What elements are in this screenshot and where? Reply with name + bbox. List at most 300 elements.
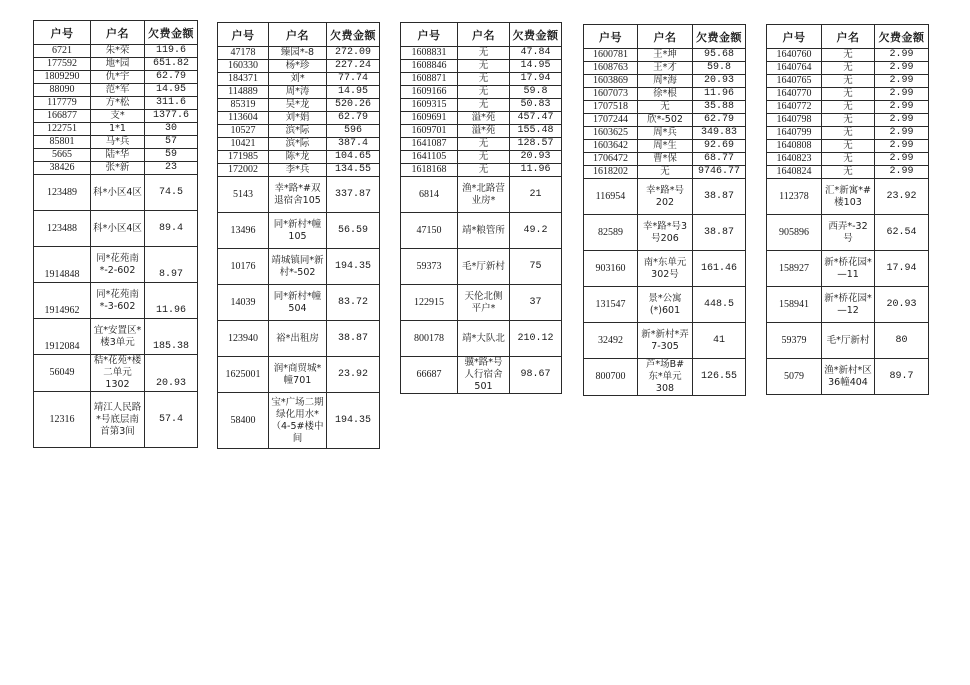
table-row (584, 140, 746, 153)
amount-due-cell: 119.6 (145, 45, 198, 58)
table-row (767, 140, 929, 153)
table-row (401, 151, 562, 164)
table-row (401, 321, 562, 357)
account-number-cell: 1707518 (584, 101, 638, 114)
table-row (34, 355, 198, 392)
header-account-name: 户名 (638, 25, 693, 49)
account-number-cell: 1912084 (34, 319, 91, 355)
table-row (767, 287, 929, 323)
amount-due-cell: 337.87 (327, 177, 380, 213)
amount-due-cell: 448.5 (693, 287, 746, 323)
account-name-cell: 新*新村*弄7-305 (638, 323, 693, 359)
account-name-cell: 溢*苑 (458, 125, 510, 138)
table-row (584, 323, 746, 359)
account-number-cell: 32492 (584, 323, 638, 359)
amount-due-cell: 2.99 (875, 114, 929, 127)
account-name-cell: 汇*新寓*#楼103 (822, 179, 875, 215)
table-row (767, 75, 929, 88)
amount-due-cell: 2.99 (875, 101, 929, 114)
account-number-cell: 160330 (218, 60, 269, 73)
account-name-cell: 无 (822, 88, 875, 101)
account-number-cell: 158941 (767, 287, 822, 323)
account-number-cell: 113604 (218, 112, 269, 125)
account-number-cell: 5079 (767, 359, 822, 395)
account-number-cell: 1641105 (401, 151, 458, 164)
account-number-cell: 1618168 (401, 164, 458, 177)
account-number-cell: 1608763 (584, 62, 638, 75)
account-name-cell: 同*花苑南*-3-602 (91, 283, 145, 319)
account-number-cell: 166877 (34, 110, 91, 123)
table-row (34, 162, 198, 175)
amount-due-cell: 92.69 (693, 140, 746, 153)
account-number-cell: 1609315 (401, 99, 458, 112)
amount-due-cell: 8.97 (145, 247, 198, 283)
account-name-cell: 周*涛 (269, 86, 327, 99)
table-row (218, 285, 380, 321)
account-name-cell: 秸*花苑*楼二单元1302 (91, 355, 145, 392)
account-name-cell: 杨*珍 (269, 60, 327, 73)
account-number-cell: 1914962 (34, 283, 91, 319)
amount-due-cell: 14.95 (510, 60, 562, 73)
account-number-cell: 1609691 (401, 112, 458, 125)
table-row (767, 49, 929, 62)
table-row (584, 166, 746, 179)
account-number-cell: 1640772 (767, 101, 822, 114)
header-row (401, 23, 562, 47)
amount-due-cell: 20.93 (693, 75, 746, 88)
account-number-cell: 10176 (218, 249, 269, 285)
header-account-number: 户号 (218, 23, 269, 47)
account-number-cell: 123940 (218, 321, 269, 357)
account-number-cell: 47150 (401, 213, 458, 249)
header-account-name: 户名 (458, 23, 510, 47)
table-row (218, 86, 380, 99)
account-name-cell: 周*海 (638, 75, 693, 88)
table-row (767, 114, 929, 127)
account-number-cell: 905896 (767, 215, 822, 251)
account-name-cell: 无 (822, 153, 875, 166)
header-amount-due: 欠费金额 (145, 21, 198, 45)
amount-due-cell: 49.2 (510, 213, 562, 249)
header-account-name: 户名 (269, 23, 327, 47)
amount-due-cell: 14.95 (327, 86, 380, 99)
header-row (767, 25, 929, 49)
account-number-cell: 1608846 (401, 60, 458, 73)
account-name-cell: 新*桥花园*—11 (822, 251, 875, 287)
amount-due-cell: 62.79 (327, 112, 380, 125)
account-number-cell: 82589 (584, 215, 638, 251)
account-number-cell: 1809290 (34, 71, 91, 84)
account-name-cell: 曹*保 (638, 153, 693, 166)
amount-due-cell: 57 (145, 136, 198, 149)
account-name-cell: 陈*龙 (269, 151, 327, 164)
account-name-cell: 芦*场B# 东*单元308 (638, 359, 693, 396)
table-row (34, 97, 198, 110)
account-name-cell: 无 (458, 164, 510, 177)
account-name-cell: 宜*安置区*楼3单元 (91, 319, 145, 355)
amount-due-cell: 62.79 (145, 71, 198, 84)
header-row (218, 23, 380, 47)
table-row (401, 357, 562, 394)
account-name-cell: 刘* (269, 73, 327, 86)
table-row (218, 357, 380, 393)
table-row (584, 215, 746, 251)
account-number-cell: 158927 (767, 251, 822, 287)
amount-due-cell: 59 (145, 149, 198, 162)
account-name-cell: 臻园*-8 (269, 47, 327, 60)
table-row (584, 101, 746, 114)
account-number-cell: 1600781 (584, 49, 638, 62)
header-account-number: 户号 (584, 25, 638, 49)
amount-due-cell: 14.95 (145, 84, 198, 97)
table-row (584, 127, 746, 140)
amount-due-cell: 155.48 (510, 125, 562, 138)
amount-due-cell: 387.4 (327, 138, 380, 151)
account-number-cell: 5665 (34, 149, 91, 162)
account-name-cell: 靖城镇同*新村*-502 (269, 249, 327, 285)
header-amount-due: 欠费金额 (327, 23, 380, 47)
account-number-cell: 1640824 (767, 166, 822, 179)
amount-due-cell: 35.88 (693, 101, 746, 114)
table-row (34, 319, 198, 355)
table-row (401, 99, 562, 112)
amount-due-cell: 457.47 (510, 112, 562, 125)
account-number-cell: 1640798 (767, 114, 822, 127)
header-account-number: 户号 (401, 23, 458, 47)
account-number-cell: 12316 (34, 392, 91, 448)
account-name-cell: 同*花苑南*-2-602 (91, 247, 145, 283)
table-row (767, 359, 929, 395)
account-name-cell: 幸*路*号202 (638, 179, 693, 215)
header-amount-due: 欠费金额 (510, 23, 562, 47)
account-name-cell: 王*坤 (638, 49, 693, 62)
amount-due-cell: 227.24 (327, 60, 380, 73)
amount-due-cell: 30 (145, 123, 198, 136)
amount-due-cell: 17.94 (875, 251, 929, 287)
account-name-cell: 无 (822, 166, 875, 179)
account-name-cell: 无 (822, 140, 875, 153)
table-body (401, 47, 562, 394)
amount-due-cell: 80 (875, 323, 929, 359)
account-name-cell: 陆*华 (91, 149, 145, 162)
amount-due-cell: 272.09 (327, 47, 380, 60)
account-name-cell: 科*小区4区 (91, 211, 145, 247)
account-number-cell: 800178 (401, 321, 458, 357)
account-number-cell: 1603625 (584, 127, 638, 140)
account-name-cell: 溢*苑 (458, 112, 510, 125)
account-name-cell: 毛*厅新村 (822, 323, 875, 359)
account-number-cell: 800700 (584, 359, 638, 396)
table-row (401, 285, 562, 321)
table-row (767, 88, 929, 101)
amount-due-cell: 1377.6 (145, 110, 198, 123)
amount-due-cell: 9746.77 (693, 166, 746, 179)
amount-due-cell: 37 (510, 285, 562, 321)
account-name-cell: 无 (458, 47, 510, 60)
amount-due-cell: 2.99 (875, 153, 929, 166)
account-name-cell: 无 (458, 138, 510, 151)
table-row (401, 47, 562, 60)
table-body (218, 47, 380, 449)
amount-due-cell: 17.94 (510, 73, 562, 86)
amount-due-cell: 89.7 (875, 359, 929, 395)
account-name-cell: 无 (822, 62, 875, 75)
account-number-cell: 112378 (767, 179, 822, 215)
table-row (218, 321, 380, 357)
account-number-cell: 1640765 (767, 75, 822, 88)
amount-due-cell: 20.93 (875, 287, 929, 323)
table-row (218, 47, 380, 60)
amount-due-cell: 11.96 (145, 283, 198, 319)
amount-due-cell: 2.99 (875, 88, 929, 101)
amount-due-cell: 194.35 (327, 249, 380, 285)
account-number-cell: 116954 (584, 179, 638, 215)
account-name-cell: 景*公寓(*)601 (638, 287, 693, 323)
table-row (218, 393, 380, 449)
account-number-cell: 1640799 (767, 127, 822, 140)
amount-due-cell: 23 (145, 162, 198, 175)
account-number-cell: 1618202 (584, 166, 638, 179)
amount-due-cell: 349.83 (693, 127, 746, 140)
table-row (34, 123, 198, 136)
account-number-cell: 6721 (34, 45, 91, 58)
account-number-cell: 1640808 (767, 140, 822, 153)
header-row (584, 25, 746, 49)
table-row (218, 151, 380, 164)
account-name-cell: 滨*际 (269, 138, 327, 151)
account-name-cell: 渔*北路营业房* (458, 177, 510, 213)
account-number-cell: 58400 (218, 393, 269, 449)
header-account-number: 户号 (767, 25, 822, 49)
amount-due-cell: 89.4 (145, 211, 198, 247)
amount-due-cell: 134.55 (327, 164, 380, 177)
account-number-cell: 1609166 (401, 86, 458, 99)
amount-due-cell: 56.59 (327, 213, 380, 249)
table-row (34, 211, 198, 247)
amount-due-cell: 62.79 (693, 114, 746, 127)
table-row (218, 213, 380, 249)
table-row (218, 125, 380, 138)
account-number-cell: 123489 (34, 175, 91, 211)
table-row (767, 215, 929, 251)
account-number-cell: 1706472 (584, 153, 638, 166)
table-row (401, 164, 562, 177)
amount-due-cell: 98.67 (510, 357, 562, 394)
arrears-table-1 (33, 20, 198, 448)
table-row (34, 175, 198, 211)
account-name-cell: 靖*粮管所 (458, 213, 510, 249)
account-number-cell: 1640760 (767, 49, 822, 62)
header-account-name: 户名 (822, 25, 875, 49)
table-row (401, 125, 562, 138)
account-name-cell: 马*兵 (91, 136, 145, 149)
account-number-cell: 56049 (34, 355, 91, 392)
table-row (584, 153, 746, 166)
table-row (34, 45, 198, 58)
table-row (401, 138, 562, 151)
account-name-cell: 润*商贸城*幢701 (269, 357, 327, 393)
table-row (218, 73, 380, 86)
account-name-cell: 南*东单元302号 (638, 251, 693, 287)
account-name-cell: 方*松 (91, 97, 145, 110)
account-number-cell: 1707244 (584, 114, 638, 127)
amount-due-cell: 77.74 (327, 73, 380, 86)
table-row (767, 101, 929, 114)
table-row (34, 58, 198, 71)
account-number-cell: 1914848 (34, 247, 91, 283)
account-number-cell: 1625001 (218, 357, 269, 393)
account-number-cell: 59373 (401, 249, 458, 285)
amount-due-cell: 126.55 (693, 359, 746, 396)
account-name-cell: 朱*荣 (91, 45, 145, 58)
account-name-cell: 靖*大队北 (458, 321, 510, 357)
header-row (34, 21, 198, 45)
account-number-cell: 85801 (34, 136, 91, 149)
amount-due-cell: 311.6 (145, 97, 198, 110)
table-row (584, 114, 746, 127)
table-row (34, 110, 198, 123)
amount-due-cell: 104.65 (327, 151, 380, 164)
account-number-cell: 66687 (401, 357, 458, 394)
table-row (584, 49, 746, 62)
amount-due-cell: 62.54 (875, 215, 929, 251)
account-name-cell: 无 (458, 73, 510, 86)
amount-due-cell: 11.96 (510, 164, 562, 177)
amount-due-cell: 68.77 (693, 153, 746, 166)
account-number-cell: 1607073 (584, 88, 638, 101)
account-name-cell: 无 (822, 127, 875, 140)
account-number-cell: 14039 (218, 285, 269, 321)
amount-due-cell: 2.99 (875, 75, 929, 88)
account-name-cell: 仇*宇 (91, 71, 145, 84)
account-number-cell: 5143 (218, 177, 269, 213)
account-number-cell: 1603869 (584, 75, 638, 88)
amount-due-cell: 11.96 (693, 88, 746, 101)
table-row (34, 84, 198, 97)
account-number-cell: 1608831 (401, 47, 458, 60)
amount-due-cell: 596 (327, 125, 380, 138)
account-number-cell: 13496 (218, 213, 269, 249)
table-row (218, 138, 380, 151)
table-row (34, 149, 198, 162)
account-name-cell: 无 (458, 60, 510, 73)
amount-due-cell: 20.93 (510, 151, 562, 164)
account-name-cell: 骥*路*号人行宿舍501 (458, 357, 510, 394)
amount-due-cell: 47.84 (510, 47, 562, 60)
account-name-cell: 无 (638, 166, 693, 179)
account-name-cell: 徐*根 (638, 88, 693, 101)
table-body (34, 45, 198, 448)
account-number-cell: 1641087 (401, 138, 458, 151)
account-name-cell: 无 (822, 49, 875, 62)
amount-due-cell: 83.72 (327, 285, 380, 321)
table-row (218, 177, 380, 213)
account-name-cell: 无 (822, 101, 875, 114)
account-name-cell: 渔*新村*区36幢404 (822, 359, 875, 395)
account-name-cell: 周*生 (638, 140, 693, 153)
account-number-cell: 177592 (34, 58, 91, 71)
header-amount-due: 欠费金额 (693, 25, 746, 49)
amount-due-cell: 2.99 (875, 62, 929, 75)
account-number-cell: 122915 (401, 285, 458, 321)
table-row (218, 60, 380, 73)
account-name-cell: 无 (822, 114, 875, 127)
arrears-table-3 (400, 22, 562, 394)
table-row (34, 392, 198, 448)
table-row (401, 177, 562, 213)
header-amount-due: 欠费金额 (875, 25, 929, 49)
amount-due-cell: 20.93 (145, 355, 198, 392)
table-row (767, 62, 929, 75)
account-name-cell: 同*新村*幢504 (269, 285, 327, 321)
amount-due-cell: 23.92 (875, 179, 929, 215)
account-number-cell: 6814 (401, 177, 458, 213)
account-number-cell: 85319 (218, 99, 269, 112)
table-row (767, 127, 929, 140)
account-name-cell: 范*军 (91, 84, 145, 97)
account-name-cell: 刘*娟 (269, 112, 327, 125)
account-number-cell: 1640770 (767, 88, 822, 101)
table-row (401, 213, 562, 249)
account-number-cell: 903160 (584, 251, 638, 287)
table-row (218, 112, 380, 125)
amount-due-cell: 95.68 (693, 49, 746, 62)
account-number-cell: 171985 (218, 151, 269, 164)
arrears-table-5 (766, 24, 929, 395)
amount-due-cell: 651.82 (145, 58, 198, 71)
account-number-cell: 10527 (218, 125, 269, 138)
table-body (584, 49, 746, 396)
account-name-cell: 无 (458, 86, 510, 99)
table-row (34, 283, 198, 319)
account-number-cell: 117779 (34, 97, 91, 110)
account-name-cell: 无 (638, 101, 693, 114)
amount-due-cell: 38.87 (693, 179, 746, 215)
amount-due-cell: 41 (693, 323, 746, 359)
account-name-cell: 西弄*-32号 (822, 215, 875, 251)
account-name-cell: 宝*广场二期绿化用水*（4-5#楼中间 (269, 393, 327, 449)
account-name-cell: 同*新村*幢105 (269, 213, 327, 249)
account-name-cell: 无 (458, 151, 510, 164)
table-row (584, 62, 746, 75)
amount-due-cell: 59.8 (510, 86, 562, 99)
header-account-name: 户名 (91, 21, 145, 45)
account-name-cell: 地*园 (91, 58, 145, 71)
account-number-cell: 10421 (218, 138, 269, 151)
account-number-cell: 47178 (218, 47, 269, 60)
amount-due-cell: 59.8 (693, 62, 746, 75)
table-row (34, 136, 198, 149)
table-row (767, 179, 929, 215)
account-name-cell: 无 (458, 99, 510, 112)
account-name-cell: 新*桥花园*—12 (822, 287, 875, 323)
account-number-cell: 88090 (34, 84, 91, 97)
table-row (401, 73, 562, 86)
table-row (767, 323, 929, 359)
arrears-table-4 (583, 24, 746, 396)
account-number-cell: 131547 (584, 287, 638, 323)
table-body (767, 49, 929, 395)
account-name-cell: 李*兵 (269, 164, 327, 177)
account-number-cell: 184371 (218, 73, 269, 86)
table-row (584, 359, 746, 396)
amount-due-cell: 74.5 (145, 175, 198, 211)
account-name-cell: 无 (822, 75, 875, 88)
table-row (584, 179, 746, 215)
account-number-cell: 123488 (34, 211, 91, 247)
table-row (767, 166, 929, 179)
table-row (34, 71, 198, 84)
